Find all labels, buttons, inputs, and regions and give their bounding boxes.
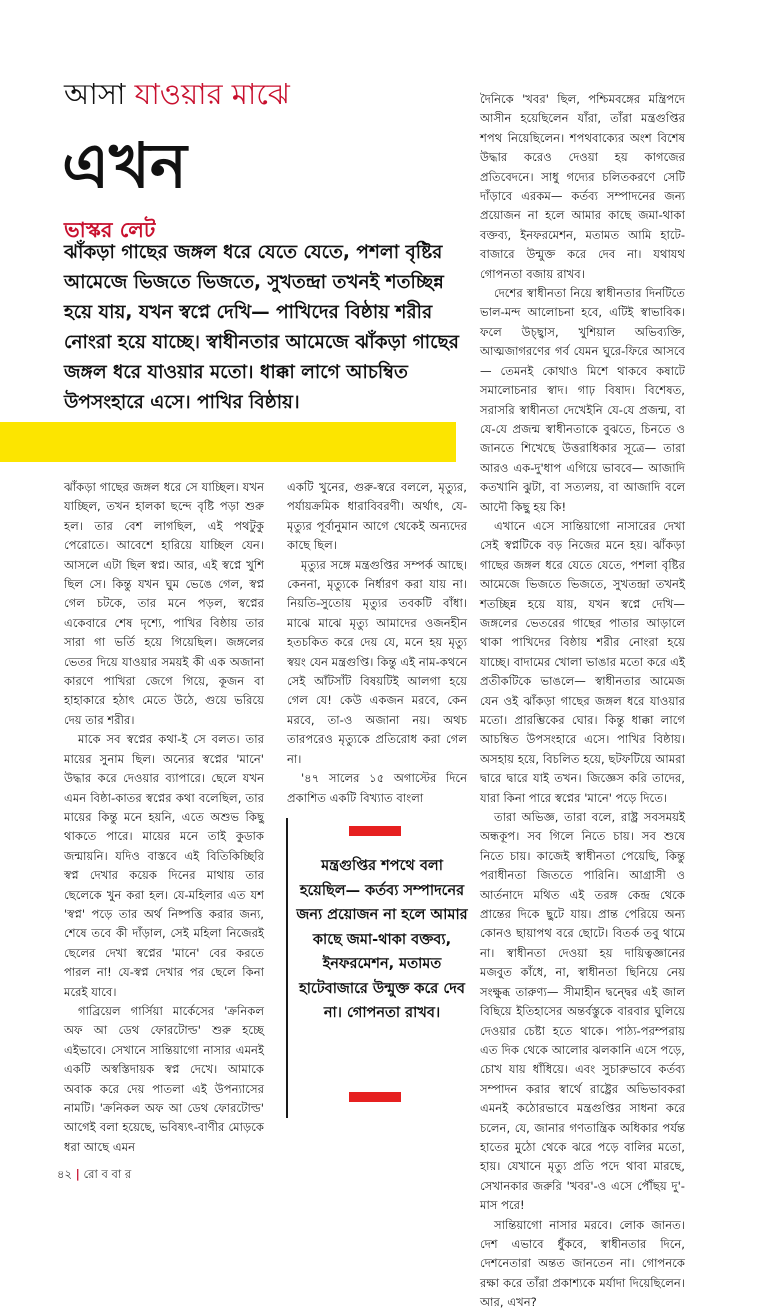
paragraph: সান্তিয়াগো নাসার মরবে। লোক জানত। দেশ এভাবে ধুঁকবে, স্বাধীনতার দিনে, দেশনেতারা অন্তত জানতেন না। গোপনকে রক্ষা করে তাঁরা প্রকাশ্যকে মর্যাদা দিয়েছিলেন। আর, এখন? bbox=[480, 1217, 685, 1310]
paragraph: এখানে এসে সান্তিয়াগো নাসারের দেখা সেই স্বপ্নটিকে বড় নিজের মনে হয়। ঝাঁকড়া গাছের জঙ্গল ধরে যেতে যেতে, পশলা বৃষ্টির আমেজে ভিজতে ভিজতে, সুখতন্দ্রা তখনই শতচ্ছিন্ন হয়ে যায়, যখন স্বপ্নে দেখি— জঙ্গলের ভেতরের গাছের পাতার আড়ালে থাকা পাখিদের বিষ্ঠায় শরীর নোংরা হয়ে যাচ্ছে। বাদামের খোলা ভাঙার মতো করে এই প্রতীকটিকে ভাঙলে— স্বাধীনতার আমেজ যেন ওই ঝাঁকড়া গাছের জঙ্গল ধরে যাওয়ার মতো। প্রারম্ভিকের ঘোর। কিন্তু ধাক্কা লাগে আচম্বিত উপসংহারে এসে। পাখির বিষ্ঠায়। অসহায় হয়ে, বিচলিত হয়ে, ছটফটিয়ে আমরা দ্বারে দ্বারে যাই তখন। জিজ্ঞেস করি তাদের, যারা কিনা পারে স্বপ্নের 'মানে' পড়ে দিতে। bbox=[480, 518, 685, 805]
yellow-band bbox=[0, 422, 456, 462]
paragraph: গাব্রিয়েল গার্সিয়া মার্কেসের 'ক্রনিকল অফ আ ডেথ ফোরটোল্ড' শুরু হচ্ছে এইভাবে। সেখানে সান্তিয়াগো নাসার এমনই একটি অস্বস্তিদায়ক স্বপ্ন দেখে। আমাকে অবাক করে দেয় পাতলা এই উপন্যাসের নামটি। 'ক্রনিকল অফ আ ডেথ ফোরটোল্ড' আগেই বলা হয়েছে, ভবিষ্যৎ-বাণীর মোড়কে ধরা আছে এমন bbox=[64, 1003, 264, 1154]
page-number: ৪২ bbox=[57, 1167, 72, 1181]
paragraph: মাকে সব স্বপ্নের কথা-ই সে বলত। তার মায়ের সুনাম ছিল। অন্যের স্বপ্নের 'মানে' উদ্ধার করে দেওয়ার ব্যাপারে। ছেলে যখন এমন বিষ্ঠা-কাতর স্বপ্নের কথা বলেছিল, তার মায়ের কিন্তু মনে হয়নি, এতে অশুভ কিছু থাকতে পারে। মায়ের মনে তাই কুডাক জন্মায়নি। যদিও বাস্তবে এই বিতিকিচ্ছিরি স্বপ্ন দেখার কয়েক দিনের মাথায় তার ছেলেকে খুন করা হল। যে-মহিলার এত যশ 'স্বপ্ন' পড়ে তার অর্থ নিষ্পত্তি করার জন্য, শেষে তবে কী দাঁড়াল, সেই মহিলা নিজেরই ছেলের দেখা স্বপ্নের 'মানে' বের করতে পারল না! যে-স্বপ্ন দেখার পর ছেলে কিনা মরেই যাবে। bbox=[64, 732, 264, 999]
page-footer bbox=[57, 1164, 297, 1184]
column-c bbox=[480, 90, 685, 1310]
kicker-black-text: আসা bbox=[64, 77, 126, 111]
pullquote-top-bar bbox=[349, 826, 401, 836]
pullquote-bottom-bar bbox=[349, 1092, 401, 1102]
column-b bbox=[287, 478, 467, 805]
paragraph: একটি খুনের, গুরু-স্বরে বললে, মৃত্যুর, পর্যায়ক্রমিক ধারাবিবরণী। অর্থাৎ, যে-মৃত্যুর পূর্বানুমান আগে থেকেই অন্যদের কাছে ছিল। bbox=[287, 480, 467, 553]
pullquote: মন্ত্রগুপ্তির শপথে বলা হয়েছিল— কর্তব্য সম্পাদনের জন্য প্রয়োজন না হলে আমার কাছে জমা-থাকা বক্তব্য, ইনফরমেশন, মতামত হাটেবাজারে উন্মুক্ত করে দেব না। গোপনতা রাখব। bbox=[296, 858, 468, 1021]
paragraph: দৈনিকে 'খবর' ছিল, পশ্চিমবঙ্গের মন্ত্রিপদে আসীন হয়েছিলেন যাঁরা, তাঁরা মন্ত্রগুপ্তির শপথ নিয়েছিলেন। শপথবাক্যের অংশ বিশেষ উদ্ধার করেও দেওয়া হয় কাগজের প্রতিবেদনে। সাধু গদ্যের চলিতকরণে সেটি দাঁড়াবে এরকম— কর্তব্য সম্পাদনের জন্য প্রয়োজন না হলে আমার কাছে জমা-থাকা বক্তব্য, ইনফরমেশন, মতামত আমি হাটে-বাজারে উন্মুক্ত করে দেব না। যথাযথ গোপনতা বজায় রাখব। bbox=[480, 92, 685, 281]
footer-separator: | bbox=[75, 1167, 80, 1181]
kicker bbox=[64, 72, 474, 116]
standfirst: ঝাঁকড়া গাছের জঙ্গল ধরে যেতে যেতে, পশলা বৃষ্টির আমেজে ভিজতে ভিজতে, সুখতন্দ্রা তখনই শতচ্ছিন্ন হয়ে যায়, যখন স্বপ্নে দেখি— পাখিদের বিষ্ঠায় শরীর নোংরা হয়ে যাচ্ছে। স্বাধীনতার আমেজে ঝাঁকড়া গাছের জঙ্গল ধরে যাওয়ার মতো। ধাক্কা লাগে আচম্বিত উপসংহারে এসে। পাখির বিষ্ঠায়। bbox=[64, 242, 459, 413]
kicker-red-text: যাওয়ার মাঝে bbox=[134, 77, 290, 111]
paragraph: মৃত্যুর সঙ্গে মন্ত্রগুপ্তির সম্পর্ক আছে। কেননা, মৃত্যুকে নির্ধারণ করা যায় না। নিয়তি-সুতোয় মৃত্যুর তবকটি বাঁধা। মাঝে মাঝে মৃত্যু আমাদের ওজনহীন হতচকিত করে দেয় যে, মনে হয় মৃত্যু স্বয়ং যেন মন্ত্রগুপ্তি। কিন্তু এই নাম-কথনে সেই আঁটসাঁট বিষয়টিই আলগা হয়ে গেল যে! কেউ একজন মরবে, কেন মরবে, তা-ও অজানা নয়। অথচ তারপরেও মৃত্যুকে প্রতিরোধ করা গেল না। bbox=[287, 557, 467, 766]
paragraph: '৪৭ সালের ১৫ অগাস্টের দিনে প্রকাশিত একটি বিখ্যাত বাংলা bbox=[287, 771, 467, 805]
byline: ভাস্কর লেট bbox=[64, 218, 156, 242]
paragraph: দেশের স্বাধীনতা নিয়ে স্বাধীনতার দিনটিতে ভাল-মন্দ আলোচনা হবে, এটিই স্বাভাবিক। ফলে উচ্ছ্বাস, খুশিয়াল অভিব্যক্তি, আত্মজাগরণের গর্ব যেমন ঘুরে-ফিরে আসবে— তেমনই কোথাও মিশে থাকবে কষাটে সমালোচনার স্বাদ। গাঢ় বিষাদ। বিশেষত, সরাসরি স্বাধীনতা দেখেইনি যে-যে প্রজন্ম, বা যে-যে প্রজন্ম স্বাধীনতাকে বুঝতে, চিনতে ও জানতে শিখেছে উত্তরাধিকার সূত্রে— তারা আরও এক-দু'ধাপ এগিয়ে ভাববে— আজাদি কতখানি ঝুটা, বা সত্যলয়, বা আজাদি বলে আদৌ কিছু হয় কি! bbox=[480, 286, 685, 514]
paragraph: ঝাঁকড়া গাছের জঙ্গল ধরে সে যাচ্ছিল। যখন যাচ্ছিল, তখন হালকা ছন্দে বৃষ্টি পড়া শুরু হল। তার বেশ লাগছিল, এই পথটুকু পেরোতে। আবেশে হারিয়ে যাচ্ছিল যেন। আসলে এটা ছিল স্বপ্ন। আর, এই স্বপ্নে খুশি ছিল সে। কিন্তু যখন ঘুম ভেঙে গেল, স্বপ্ন গেল চটকে, তার মনে পড়ল, স্বপ্নের একেবারে শেষ দৃশ্যে, পাখির বিষ্ঠায় তার সারা গা ভর্তি হয়ে গিয়েছিল। জঙ্গলের ভেতর দিয়ে যাওয়ার সময়ই কী এক অজানা কারণে পাখিরা জেগে গিয়ে, কূজন বা হাহাকারে হঠাৎ মেতে উঠে, গুয়ে ভরিয়ে দেয় তার শরীর। bbox=[64, 480, 264, 727]
headline: এখন bbox=[62, 129, 187, 202]
pullquote-rule bbox=[286, 818, 288, 1118]
column-a bbox=[64, 478, 264, 1154]
paragraph: তারা অভিজ্ঞ, তারা বলে, রাষ্ট্র সবসময়ই অন্ধকূপ। সব গিলে নিতে চায়। সব শুষে নিতে চায়। কাজেই স্বাধীনতা পেয়েছি, কিন্তু পরাধীনতা জিততে পারিনি। আগ্রাসী ও আর্তনাদে মথিত এই তরঙ্গ কেন্দ্র থেকে প্রান্তের দিকে ছুটে যায়। প্রান্ত পেরিয়ে অন্য কোনও ছায়াপথ বরে ছোটে। বিতর্ক তবু থামে না। স্বাধীনতা দেওয়া হয় দায়িত্বজ্ঞানের মজবুত কাঁধে, না, স্বাধীনতা ছিনিয়ে নেয় সংক্ষুব্ধ তারুণ্য— সীমাহীন দ্বন্দ্বের এই জাল বিছিয়ে ইতিহাসের অন্তর্বস্তুকে বারবার ঘুলিয়ে দেওয়ার চেষ্টা হতে থাকে। পাঠ্য-পরম্পরায় এত দিক থেকে আলোর ঝলকানি এসে পড়ে, চোখ যায় ধাঁধিয়ে। এবং সুচারুভাবে কর্তব্য সম্পাদন করার স্বার্থে রাষ্ট্রের অভিভাবকরা এমনই কঠোরভাবে মন্ত্রগুপ্তির সাধনা করে চলেন, যে, জানার গণতান্ত্রিক অধিকার পর্যন্ত হাতের মুঠো থেকে ঝরে পড়ে বালির মতো, হায়। যেখানে মৃত্যু প্রতি পদে থাবা মারছে, সেখানকার জরুরি 'খবর'-ও এসে পৌঁছয় দু'-মাস পরে! bbox=[480, 810, 685, 1213]
magazine-name: রো ব বা র bbox=[83, 1167, 132, 1181]
